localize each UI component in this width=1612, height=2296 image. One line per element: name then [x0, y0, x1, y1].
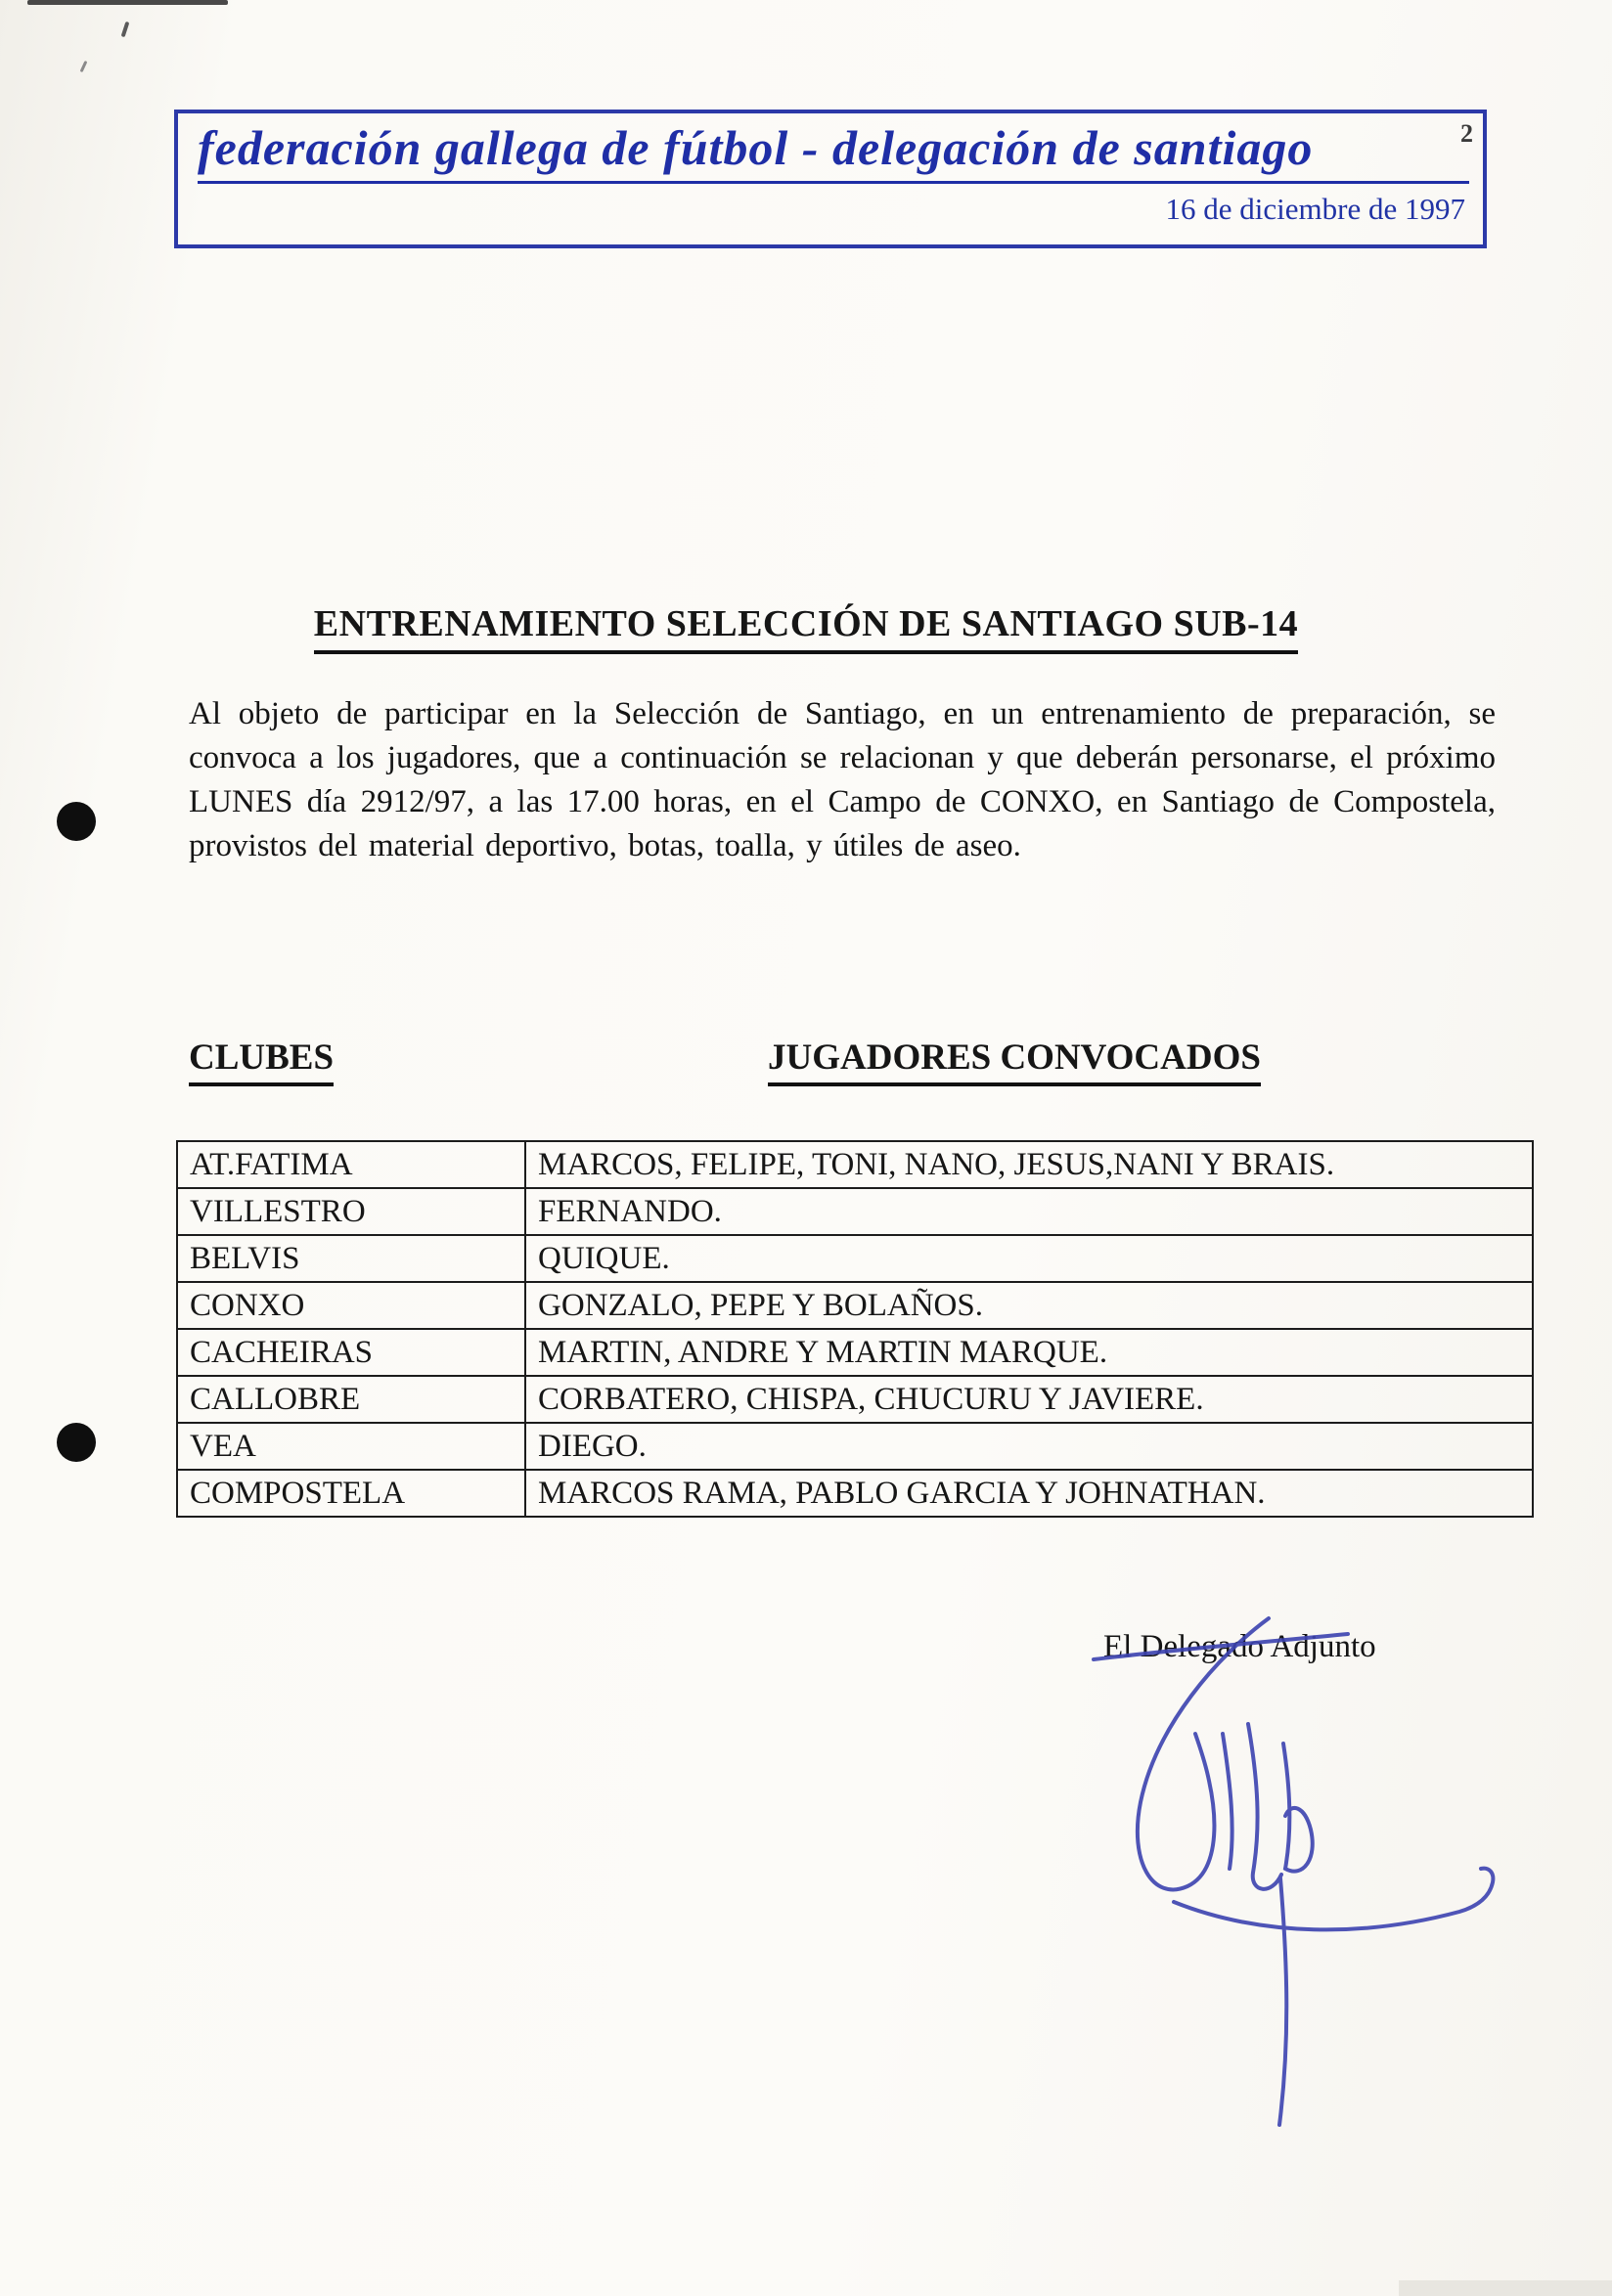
- document-title: [0, 602, 1612, 654]
- letterhead-box: [174, 110, 1487, 248]
- players-cell: CORBATERO, CHISPA, CHUCURU Y JAVIERE.: [525, 1376, 1533, 1423]
- pen-mark: [80, 61, 88, 72]
- club-cell: COMPOSTELA: [177, 1470, 525, 1517]
- handwritten-signature-icon: [1037, 1579, 1545, 2146]
- club-cell: CALLOBRE: [177, 1376, 525, 1423]
- players-cell: MARTIN, ANDRE Y MARTIN MARQUE.: [525, 1329, 1533, 1376]
- table-row: [177, 1188, 1533, 1235]
- players-cell: MARCOS, FELIPE, TONI, NANO, JESUS,NANI Y BRAIS.: [525, 1141, 1533, 1188]
- club-cell: AT.FATIMA: [177, 1141, 525, 1188]
- body-paragraph: Al objeto de participar en la Selección de Santiago, en un entrenamiento de preparación, se convoca a los jugadores, que a continuación se relacionan y que deberán personarse, el próximo LUNES día 2912/97, a las 17.00 horas, en el Campo de CONXO, en Santiago de Compostela, provistos del material deportivo, botas, toalla, y útiles de aseo.: [189, 696, 1496, 863]
- hole-punch-bottom: [57, 1423, 96, 1462]
- club-cell: CONXO: [177, 1282, 525, 1329]
- table-row: [177, 1282, 1533, 1329]
- club-cell: BELVIS: [177, 1235, 525, 1282]
- pen-mark: [121, 22, 130, 37]
- document-title-text: ENTRENAMIENTO SELECCIÓN DE SANTIAGO SUB-14: [314, 602, 1298, 654]
- page-number: 2: [1460, 119, 1473, 148]
- players-cell: GONZALO, PEPE Y BOLAÑOS.: [525, 1282, 1533, 1329]
- players-cell: QUIQUE.: [525, 1235, 1533, 1282]
- table-row: [177, 1141, 1533, 1188]
- table-row: [177, 1235, 1533, 1282]
- roster-table: [176, 1140, 1534, 1518]
- federation-logo-text: federación gallega de fútbol - delegación de santiago: [198, 119, 1469, 184]
- signature-title: El Delegado Adjunto: [1103, 1629, 1376, 1664]
- table-row: [177, 1329, 1533, 1376]
- players-cell: DIEGO.: [525, 1423, 1533, 1470]
- table-row: [177, 1423, 1533, 1470]
- heading-clubes: CLUBES: [189, 1037, 334, 1086]
- club-cell: VILLESTRO: [177, 1188, 525, 1235]
- document-date: 16 de diciembre de 1997: [1165, 192, 1465, 226]
- club-cell: VEA: [177, 1423, 525, 1470]
- scan-artifact-top: [27, 0, 228, 5]
- club-cell: CACHEIRAS: [177, 1329, 525, 1376]
- players-cell: MARCOS RAMA, PABLO GARCIA Y JOHNATHAN.: [525, 1470, 1533, 1517]
- heading-jugadores-convocados: JUGADORES CONVOCADOS: [768, 1037, 1261, 1086]
- players-cell: FERNANDO.: [525, 1188, 1533, 1235]
- scan-artifact-bottom: [1399, 2280, 1612, 2296]
- table-row: [177, 1376, 1533, 1423]
- signature-ink: [1037, 1579, 1545, 2146]
- hole-punch-top: [57, 802, 96, 841]
- table-row: [177, 1470, 1533, 1517]
